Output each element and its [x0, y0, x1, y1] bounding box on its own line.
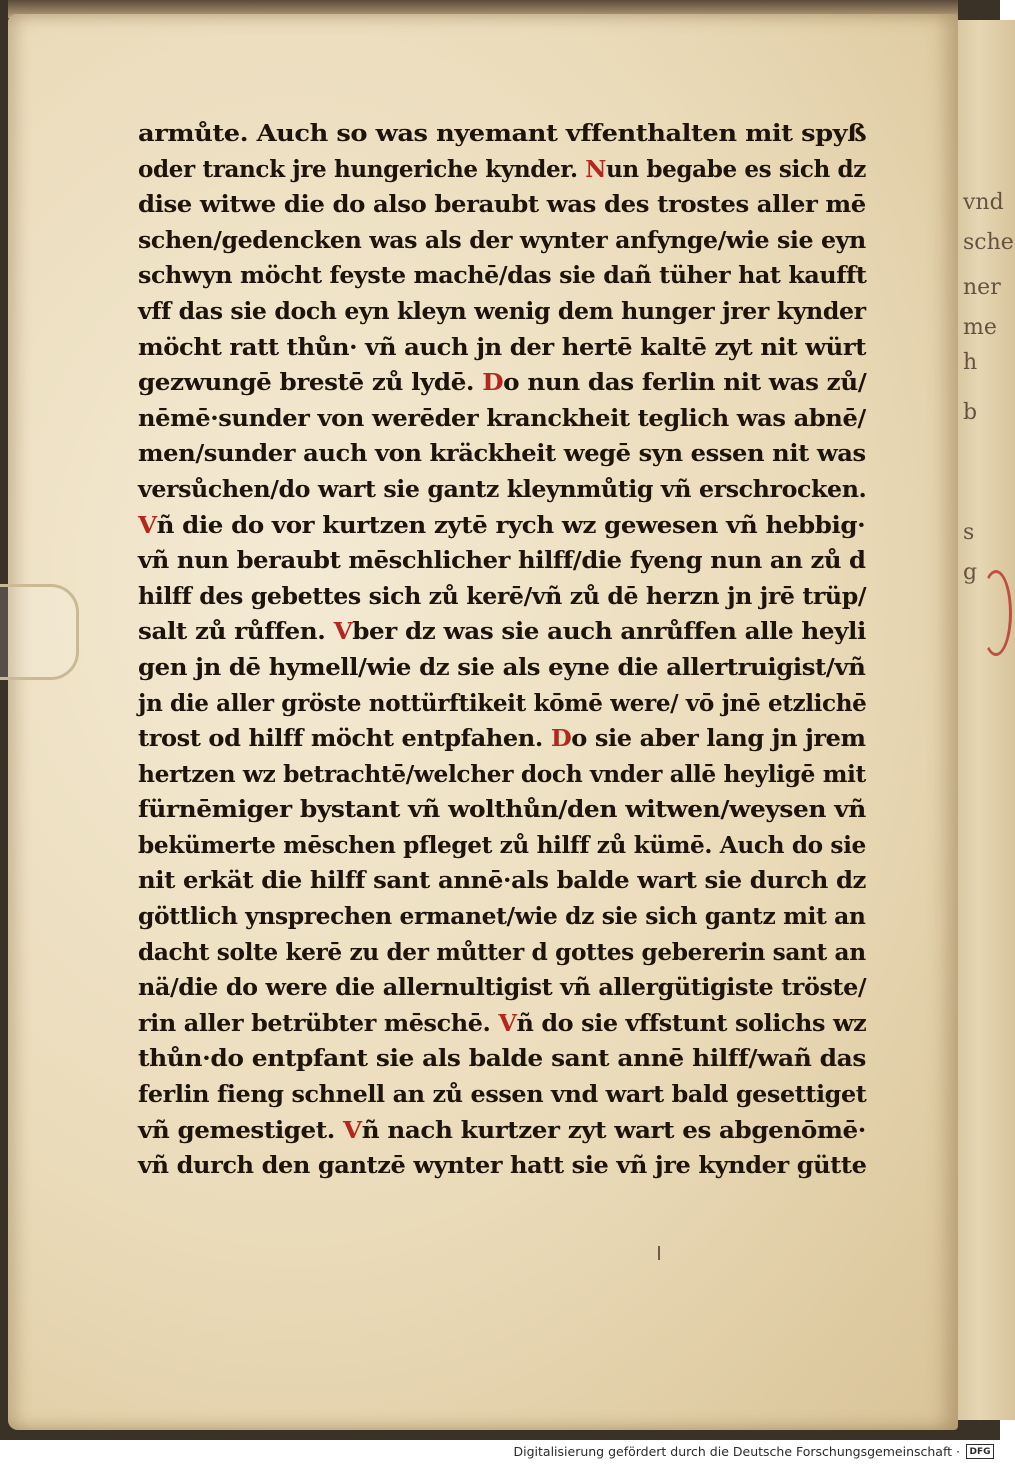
text-line: dacht solte kerē zu der můtter d gottes gebererin sant an [138, 938, 866, 966]
text-line: göttlich ynsprechen ermanet/wie dz sie sich gantz mit an [138, 903, 866, 931]
text-line: men/sunder auch von kräckheit wegē syn essen nit was [138, 440, 866, 468]
rubricated-initial: V [498, 1009, 517, 1037]
red-margin-mark [980, 570, 1012, 656]
text-line: schen/gedencken was als der wynter anfynge/wie sie eyn [138, 226, 866, 254]
text-line: bekümerte mēschen pfleget zů hilff zů kümē. Auch do sie [138, 831, 866, 859]
text-line: armůte. Auch so was nyemant vffenthalten mit spyß [138, 120, 867, 147]
facing-page-fragment: g [963, 560, 978, 585]
text-line: gen jn dē hymell/wie dz sie als eyne die allertruigist/vñ [138, 653, 866, 681]
facing-page-fragment: me [963, 315, 997, 340]
text-line: versůchen/do wart sie gantz kleynmůtig vñ erschrocken. [138, 475, 867, 503]
text-line: möcht ratt thůn· vñ auch jn der hertē kaltē zyt nit würt [138, 333, 867, 361]
facing-page-fragment: ner [963, 275, 1001, 300]
clasp-shadow [0, 584, 79, 680]
text-line: nä/die do were die allernultigist vñ allergütigiste tröste/ [138, 974, 867, 1002]
text-line: Vñ die do vor kurtzen zytē rych wz gewesen vñ hebbig· [138, 511, 866, 539]
text-line: hilff des gebettes sich zů kerē/vñ zů dē herzn jn jrē trüp/ [138, 582, 867, 610]
text-line: vñ durch den gantzē wynter hatt sie vñ jre kynder gütte [138, 1152, 867, 1180]
facing-page-fragment: vnd [963, 190, 1004, 215]
facing-page-fragment: s [963, 520, 975, 545]
text-line: hertzen wz betrachtē/welcher doch vnder allē heyligē mit [138, 760, 866, 788]
rubricated-initial: V [333, 618, 353, 646]
facing-page-sliver [955, 20, 1015, 1420]
ink-mark [658, 1246, 660, 1260]
text-line: vff das sie doch eyn kleyn wenig dem hunger jrer kynder [138, 297, 866, 325]
dfg-logo: DFG [966, 1444, 994, 1459]
facing-page-fragment: b [963, 400, 978, 425]
facing-page-fragment: h [963, 350, 978, 375]
text-line: nit erkät die hilff sant annē·als balde wart sie durch dz [138, 867, 866, 895]
text-line: salt zů růffen. Vber dz was sie auch anrůffen alle heyli [138, 618, 866, 646]
page-text-block [138, 116, 866, 1184]
rubricated-initial: D [550, 725, 572, 753]
text-line: oder tranck jre hungeriche kynder. Nun begabe es sich dz [138, 155, 867, 183]
text-line: schwyn möcht feyste machē/das sie dañ tüher hat kaufft [138, 262, 867, 290]
funding-credit: Digitalisierung gefördert durch die Deutsche Forschungsgemeinschaft · [513, 1444, 960, 1459]
rubricated-initial: V [343, 1116, 362, 1144]
rubricated-initial: D [482, 369, 504, 397]
text-line: vñ gemestiget. Vñ nach kurtzer zyt wart es abgenōmē· [138, 1116, 866, 1144]
facing-page-fragment: sche [963, 230, 1014, 255]
text-line: jn die aller gröste nottürftikeit kōmē were/ vō jnē etzlichē [138, 689, 867, 717]
text-line: trost od hilff möcht entpfahen. Do sie aber lang jn jrem [138, 725, 866, 753]
digitization-footer [0, 1440, 1000, 1466]
text-line: vñ nun beraubt mēschlicher hilff/die fyeng nun an zů d [138, 547, 866, 575]
text-line: dise witwe die do also beraubt was des trostes aller mē [138, 191, 866, 219]
text-line: nēmē·sunder von werēder kranckheit teglich was abnē/ [138, 404, 866, 432]
text-line: gezwungē brestē zů lydē. Do nun das ferlin nit was zů/ [138, 369, 867, 397]
text-line: rin aller betrübter mēschē. Vñ do sie vffstunt solichs wz [138, 1009, 867, 1037]
text-line: ferlin fieng schnell an zů essen vnd wart bald gesettiget [138, 1081, 867, 1109]
rubricated-initial: V [138, 511, 157, 539]
text-line: fürnēmiger bystant vñ wolthůn/den witwen/weysen vñ [138, 796, 866, 824]
text-line: thůn·do entpfant sie als balde sant annē hilff/wañ das [138, 1045, 866, 1073]
rubricated-initial: N [585, 155, 606, 183]
